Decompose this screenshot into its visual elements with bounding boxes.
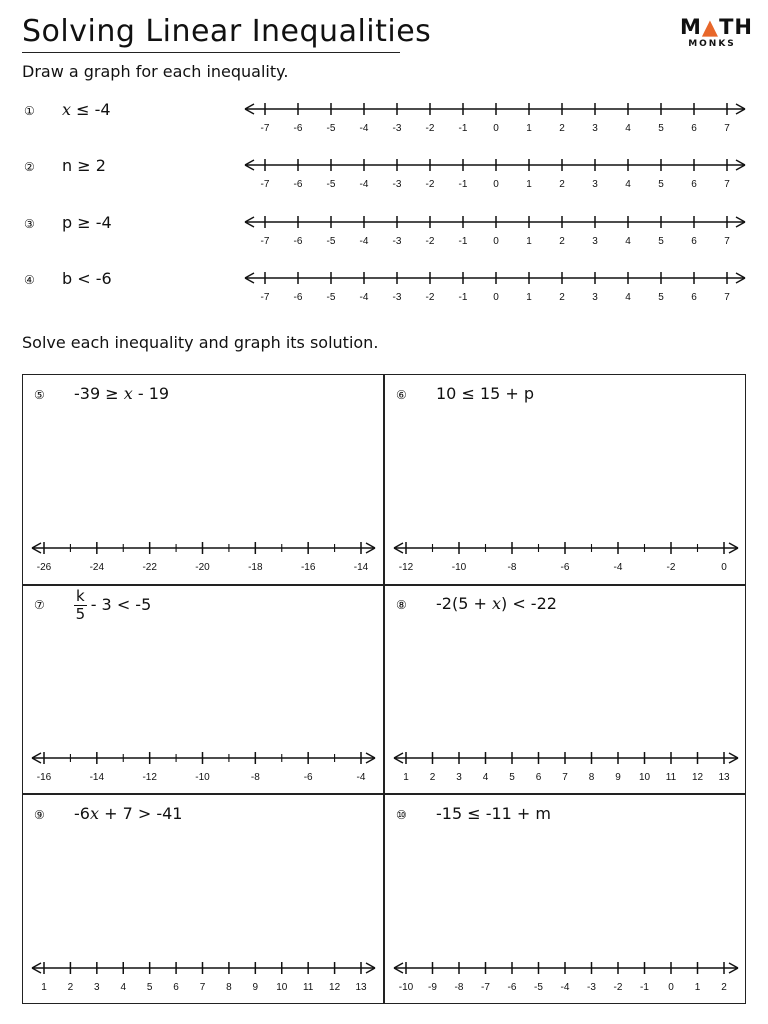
problem-number: ⑦ [34, 598, 45, 612]
tick-label: -1 [458, 123, 468, 134]
tick-label: 1 [694, 982, 701, 993]
logo-text-end: TH [719, 15, 753, 39]
tick-label: 5 [658, 123, 664, 134]
inequality: p ≥ -4 [62, 213, 112, 232]
tick-label: 1 [526, 292, 532, 303]
tick-label: -12 [398, 562, 414, 573]
tick-label: 2 [429, 772, 436, 783]
tick-label: 1 [526, 123, 532, 134]
fraction [74, 588, 87, 623]
tick-label: 13 [718, 772, 730, 783]
inequality-part: - 19 [132, 384, 170, 403]
problem-row-1 [0, 100, 768, 150]
problem-number: ① [24, 104, 35, 118]
tick-label: -7 [481, 982, 490, 993]
tick-label: 7 [724, 292, 730, 303]
problem-number: ④ [24, 273, 35, 287]
inequality-part: -6 [74, 804, 90, 823]
tick-label: -2 [666, 562, 676, 573]
grid-divider-horizontal [22, 793, 746, 795]
tick-label: -5 [326, 292, 336, 303]
tick-label: -1 [458, 179, 468, 190]
tick-label: 4 [625, 236, 631, 247]
tick-label: -5 [326, 179, 336, 190]
tick-label: 2 [721, 982, 727, 993]
tick-label: -12 [142, 772, 157, 783]
problem-row-4 [0, 269, 768, 319]
tick-label: 3 [94, 982, 100, 993]
tick-label: 4 [625, 123, 631, 134]
problem-row-3 [0, 213, 768, 263]
tick-label: -6 [507, 982, 517, 993]
inequality [74, 804, 182, 823]
tick-label: -6 [293, 123, 303, 134]
tick-label: 10 [638, 772, 651, 783]
tick-label: -10 [195, 772, 210, 783]
tick-label: 1 [41, 982, 47, 993]
number-line [384, 958, 746, 1002]
number-line [22, 958, 383, 1002]
tick-label: -4 [613, 562, 623, 573]
tick-label: 2 [67, 982, 74, 993]
inequality-part: -2(5 + [436, 594, 492, 613]
tick-label: 5 [658, 179, 664, 190]
tick-label: -6 [293, 236, 303, 247]
tick-label: 7 [562, 772, 568, 783]
tick-label: -6 [560, 562, 570, 573]
tick-label: 3 [456, 772, 462, 783]
math-monks-logo [680, 15, 753, 50]
tick-label: 4 [625, 292, 631, 303]
inequality-part: ) < -22 [500, 594, 557, 613]
tick-label: -3 [392, 179, 402, 190]
tick-label: -2 [425, 179, 435, 190]
variable: x [62, 100, 72, 119]
problem-number: ③ [24, 217, 35, 231]
tick-label: -4 [359, 179, 369, 190]
tick-label: -14 [353, 562, 369, 573]
number-line [0, 269, 768, 313]
tick-label: -6 [293, 292, 303, 303]
tick-label: 0 [493, 123, 499, 134]
tick-label: -3 [392, 236, 402, 247]
variable: x [89, 804, 99, 823]
logo-text-start: M [680, 15, 702, 39]
tick-label: 0 [493, 292, 499, 303]
tick-label: 4 [482, 772, 489, 783]
tick-label: -16 [300, 562, 316, 573]
tick-label: -7 [260, 236, 270, 247]
number-line [384, 538, 746, 582]
tick-label: 2 [559, 292, 565, 303]
tick-label: -9 [428, 982, 437, 993]
tick-label: -3 [392, 292, 402, 303]
tick-label: 3 [592, 236, 598, 247]
number-line [0, 156, 768, 200]
tick-label: -2 [425, 123, 435, 134]
section1-instruction: Draw a graph for each inequality. [22, 62, 289, 81]
tick-label: 1 [403, 772, 409, 783]
tick-label: 7 [724, 179, 730, 190]
tick-label: 6 [691, 179, 697, 190]
tick-label: -18 [248, 562, 263, 573]
tick-label: -10 [398, 982, 414, 993]
tick-label: 7 [724, 236, 730, 247]
tick-label: -5 [326, 236, 336, 247]
variable: x [491, 594, 501, 613]
number-line [22, 538, 383, 582]
tick-label: 0 [493, 236, 499, 247]
tick-label: -1 [458, 236, 468, 247]
inequality-part: + 7 > -41 [98, 804, 183, 823]
tick-label: 13 [355, 982, 367, 993]
tick-label: 6 [535, 772, 542, 783]
tick-label: 5 [658, 236, 664, 247]
tick-label: 12 [691, 772, 704, 783]
inequality-part: -39 ≥ [74, 384, 124, 403]
tick-label: -16 [36, 772, 52, 783]
tick-label: 6 [173, 982, 179, 993]
tick-label: 5 [658, 292, 664, 303]
tick-label: -20 [195, 562, 210, 573]
tick-label: 11 [665, 772, 677, 783]
problem-number: ⑨ [34, 808, 45, 822]
tick-label: 3 [592, 179, 598, 190]
inequality: -15 ≤ -11 + m [436, 804, 552, 823]
tick-label: 1 [526, 236, 532, 247]
problem-number: ⑧ [396, 598, 407, 612]
tick-label: -4 [359, 236, 369, 247]
tick-label: 0 [668, 982, 674, 993]
tick-label: -6 [303, 772, 313, 783]
tick-label: -8 [454, 982, 464, 993]
variable: x [123, 384, 133, 403]
tick-label: -2 [425, 236, 435, 247]
tick-label: -4 [359, 123, 369, 134]
inequality-rest: ≤ -4 [71, 100, 111, 119]
grid-divider-vertical [383, 374, 385, 1004]
tick-label: 9 [615, 772, 621, 783]
tick-label: 3 [592, 123, 598, 134]
fraction-denominator: 5 [75, 605, 86, 623]
tick-label: -7 [260, 292, 270, 303]
tick-label: 7 [199, 982, 206, 993]
tick-label: -5 [326, 123, 336, 134]
number-line [22, 748, 383, 792]
tick-label: 5 [509, 772, 515, 783]
number-line [0, 213, 768, 257]
tick-label: 12 [329, 982, 341, 993]
tick-label: -24 [89, 562, 105, 573]
problem-row-2 [0, 156, 768, 206]
tick-label: 9 [252, 982, 259, 993]
inequality-part: - 3 < -5 [90, 595, 152, 614]
tick-label: 4 [625, 179, 631, 190]
tick-label: 2 [559, 236, 565, 247]
tick-label: 1 [526, 179, 532, 190]
tick-label: -4 [560, 982, 570, 993]
tick-label: -7 [260, 123, 270, 134]
logo-triangle-icon: ▲ [701, 15, 720, 39]
tick-label: 6 [691, 292, 697, 303]
tick-label: -1 [458, 292, 468, 303]
tick-label: -2 [425, 292, 435, 303]
tick-label: -4 [359, 292, 369, 303]
tick-label: 10 [276, 982, 288, 993]
inequality [436, 594, 557, 613]
grid-divider-horizontal [22, 584, 746, 586]
page-title: Solving Linear Inequalities [22, 14, 432, 49]
tick-label: 3 [592, 292, 598, 303]
inequality: n ≥ 2 [62, 156, 106, 175]
tick-label: -5 [534, 982, 543, 993]
tick-label: -7 [260, 179, 270, 190]
problem-number: ② [24, 160, 35, 174]
tick-label: -2 [613, 982, 623, 993]
tick-label: -3 [587, 982, 596, 993]
number-line [384, 748, 746, 792]
tick-label: 7 [724, 123, 730, 134]
tick-label: -1 [640, 982, 649, 993]
tick-label: 6 [691, 236, 697, 247]
number-line [0, 100, 768, 144]
tick-label: -4 [356, 772, 366, 783]
tick-label: 0 [493, 179, 499, 190]
tick-label: -3 [392, 123, 402, 134]
tick-label: 2 [559, 179, 565, 190]
tick-label: 8 [588, 772, 595, 783]
tick-label: 6 [691, 123, 697, 134]
tick-label: 8 [226, 982, 232, 993]
tick-label: -6 [293, 179, 303, 190]
tick-label: 0 [721, 562, 727, 573]
inequality: b < -6 [62, 269, 112, 288]
logo-subtitle: MONKS [688, 39, 736, 49]
logo-wordmark [680, 15, 753, 39]
tick-label: 2 [559, 123, 565, 134]
section2-instruction: Solve each inequality and graph its solution. [22, 333, 379, 352]
tick-label: -26 [36, 562, 52, 573]
tick-label: -22 [142, 562, 157, 573]
tick-label: -14 [89, 772, 105, 783]
tick-label: 4 [120, 982, 127, 993]
tick-label: -8 [250, 772, 260, 783]
inequality: 10 ≤ 15 + p [436, 384, 535, 403]
problem-number: ⑩ [396, 808, 407, 822]
tick-label: 5 [146, 982, 153, 993]
inequality [74, 384, 169, 403]
fraction-numerator: k [76, 587, 85, 605]
problem-number: ⑥ [396, 388, 407, 402]
problem-number: ⑤ [34, 388, 45, 402]
title-underline [22, 52, 400, 53]
tick-label: -8 [507, 562, 517, 573]
tick-label: 11 [302, 982, 314, 993]
inequality [74, 588, 151, 623]
tick-label: -10 [451, 562, 467, 573]
